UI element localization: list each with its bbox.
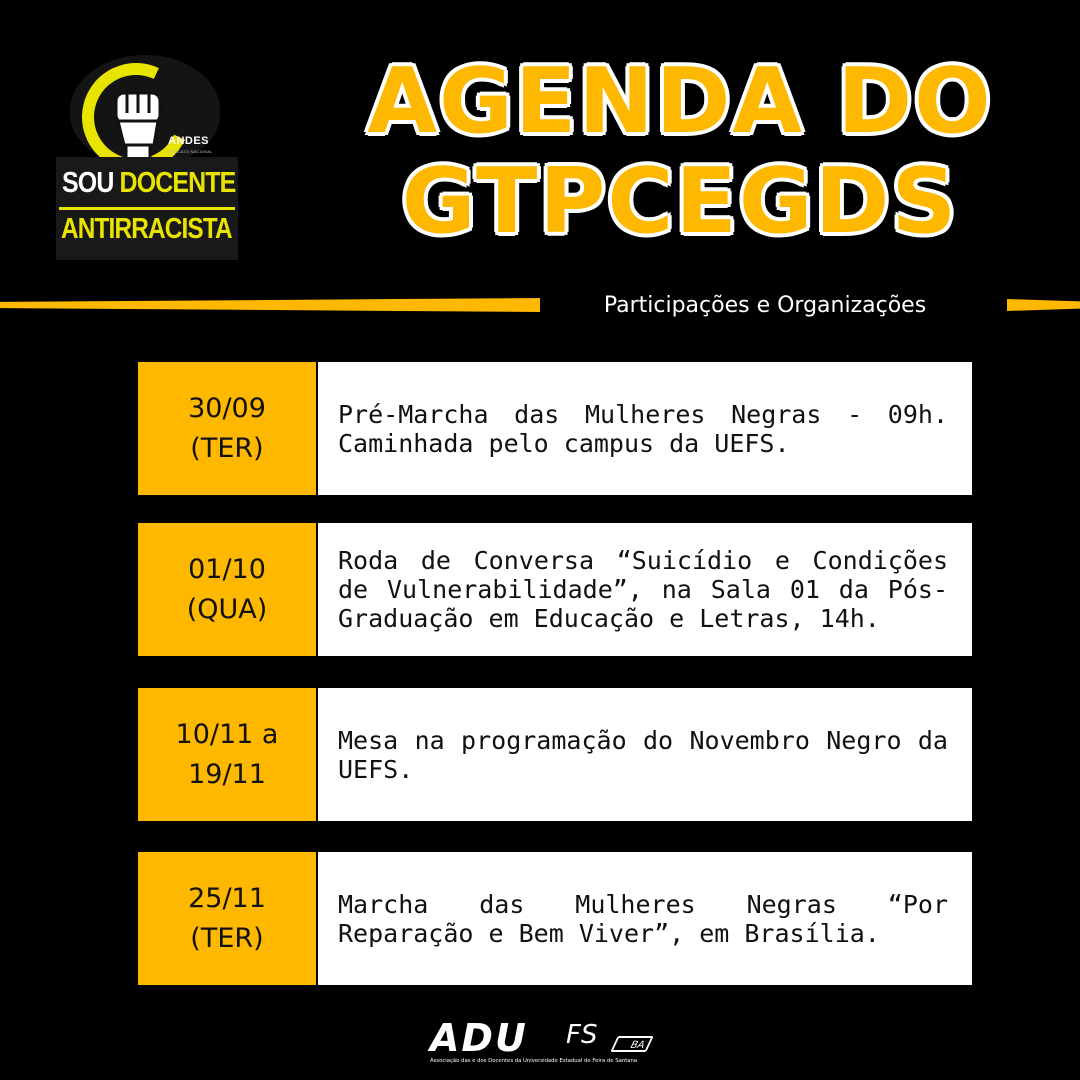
agenda-description: Pré-Marcha das Mulheres Negras - 09h. Caminhada pelo campus da UEFS. — [338, 399, 948, 458]
agenda-description: Roda de Conversa “Suicídio e Condições de Vulnerabilidade”, na Sala 01 da Pós-Graduação em Educação e Letras, 14h. — [338, 546, 948, 633]
adufs-logo-fs: FS — [566, 1020, 598, 1050]
agenda-date — [138, 362, 316, 495]
agenda-date-line1: 10/11 a — [175, 718, 279, 750]
agenda-date-line2: 19/11 — [188, 758, 266, 790]
agenda-description-box — [318, 362, 972, 495]
agenda-date-line2: (TER) — [190, 922, 264, 954]
agenda-date — [138, 523, 316, 656]
agenda-description: Marcha das Mulheres Negras “Por Reparação e Bem Viver”, em Brasília. — [338, 889, 948, 948]
andes-label: ANDES — [168, 135, 210, 147]
page-subtitle: Participações e Organizações — [603, 293, 927, 318]
agenda-row — [138, 523, 972, 656]
badge-line1-docente: DOCENTE — [119, 167, 236, 199]
badge-line1 — [62, 167, 235, 200]
agenda-row — [138, 362, 972, 495]
andes-sublabel: SINDICATO NACIONAL — [166, 149, 213, 154]
badge-line1-sou: SOU — [62, 167, 114, 199]
title-line2: GTPCEGDS — [401, 149, 959, 254]
agenda-description: Mesa na programação do Novembro Negro da UEFS. — [338, 725, 948, 784]
adufs-logo-ba: BA — [610, 1036, 653, 1052]
separator-left — [0, 298, 540, 312]
agenda-date-line2: (QUA) — [186, 593, 268, 625]
sou-docente-antirracista-badge — [56, 55, 238, 260]
badge-divider — [59, 207, 235, 210]
title-line1: AGENDA DO — [367, 49, 993, 154]
agenda-date — [138, 688, 316, 821]
agenda-description-box — [318, 688, 972, 821]
raised-fist-icon — [110, 85, 166, 165]
agenda-description-box — [318, 523, 972, 656]
separator-right — [1007, 299, 1080, 311]
agenda-date-line1: 30/09 — [188, 392, 266, 424]
agenda-date-line2: (TER) — [190, 432, 264, 464]
adufs-logo-adu: ADU — [430, 1016, 528, 1060]
agenda-description-box — [318, 852, 972, 985]
adufs-logo — [430, 1018, 654, 1068]
agenda-date — [138, 852, 316, 985]
adufs-tagline: Associação das e dos Docentes da Universidade Estadual de Feira de Santana — [430, 1058, 638, 1064]
page-title — [330, 49, 1030, 254]
agenda-date-line1: 01/10 — [188, 553, 266, 585]
agenda-row — [138, 852, 972, 985]
agenda-date-line1: 25/11 — [188, 882, 266, 914]
agenda-row — [138, 688, 972, 821]
badge-line2: ANTIRRACISTA — [61, 213, 232, 245]
